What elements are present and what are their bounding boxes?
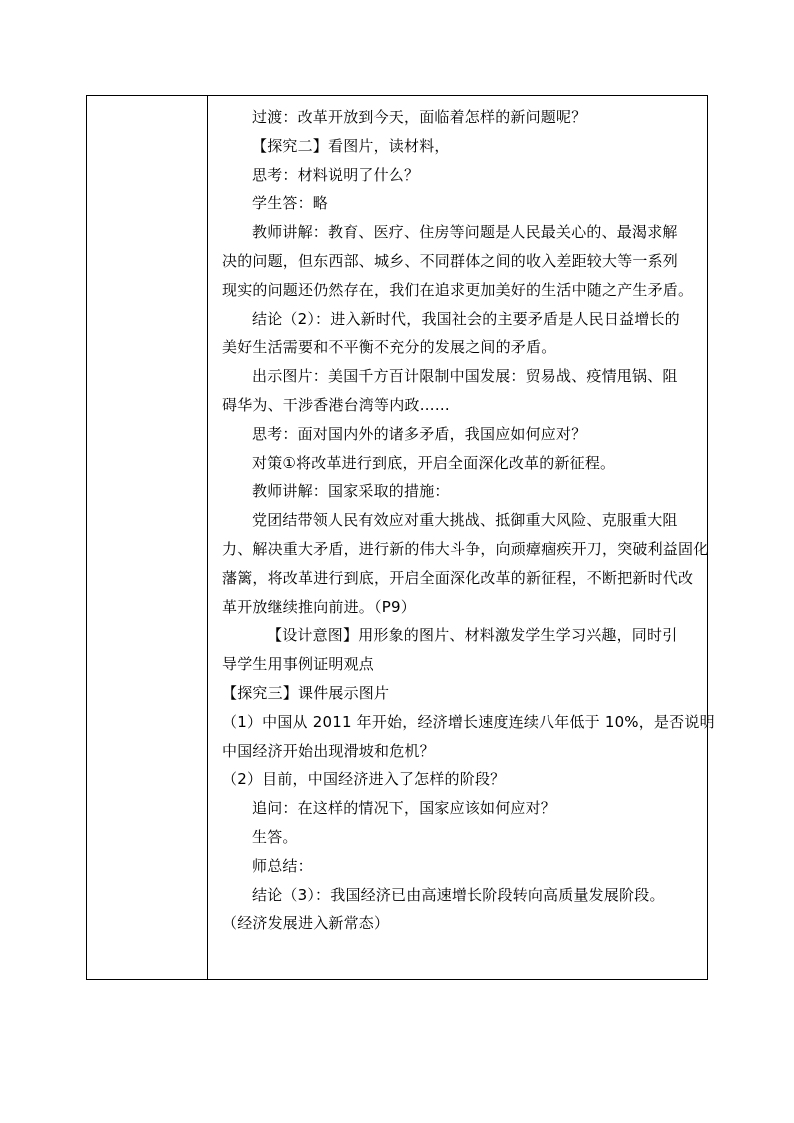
follow-up-question-line: 追问：在这样的情况下，国家应该如何应对？ xyxy=(252,799,557,818)
party-measures-line-4: 革开放继续推向前进。（P9） xyxy=(222,597,416,616)
column-divider xyxy=(207,96,208,979)
think-response-line: 思考：面对国内外的诸多矛盾，我国应如何应对？ xyxy=(252,424,587,443)
inquiry-two-heading: 【探究二】看图片，读材料， xyxy=(252,136,450,155)
party-measures-line-3: 藩篱，将改革进行到底，开启全面深化改革的新征程，不断把新时代改 xyxy=(222,568,694,587)
conclusion-two-line-1: 结论（2）：进入新时代，我国社会的主要矛盾是人民日益增长的 xyxy=(252,309,680,328)
design-intent-line-1: 【设计意图】用形象的图片、材料激发学生学习兴趣，同时引 xyxy=(267,626,678,645)
conclusion-two-line-2: 美好生活需要和不平衡不充分的发展之间的矛盾。 xyxy=(222,338,557,357)
teacher-explain-line-3: 现实的问题还仍然存在，我们在追求更加美好的生活中随之产生矛盾。 xyxy=(222,280,694,299)
question-two-line: （2）目前，中国经济进入了怎样的阶段？ xyxy=(222,770,506,789)
lesson-table xyxy=(86,95,715,980)
teacher-explain-line-1: 教师讲解：教育、医疗、住房等问题是人民最关心的、最渴求解 xyxy=(252,223,678,242)
show-picture-line-2: 碍华为、干涉香港台湾等内政…… xyxy=(222,395,451,414)
student-answer-line: 学生答：略 xyxy=(252,194,329,213)
student-answers-line: 生答。 xyxy=(252,827,298,846)
teacher-measures-line: 教师讲解：国家采取的措施： xyxy=(252,482,450,501)
teacher-summary-line: 师总结： xyxy=(252,856,313,875)
think-question-line: 思考：材料说明了什么？ xyxy=(252,165,420,184)
party-measures-line-1: 党团结带领人民有效应对重大挑战、抵御重大风险、克服重大阻 xyxy=(252,511,678,530)
party-measures-line-2: 力、解决重大矛盾，进行新的伟大斗争，向顽瘴痼疾开刀，突破利益固化 xyxy=(222,539,709,558)
teacher-explain-line-2: 决的问题，但东西部、城乡、不同群体之间的收入差距较大等一系列 xyxy=(222,251,679,270)
conclusion-three-line-2: （经济发展进入新常态） xyxy=(222,914,390,933)
show-picture-line-1: 出示图片：美国千方百计限制中国发展：贸易战、疫情甩锅、阻 xyxy=(252,367,678,386)
transition-line: 过渡：改革开放到今天，面临着怎样的新问题呢？ xyxy=(252,108,587,126)
lesson-content xyxy=(222,103,715,938)
left-column-cell xyxy=(87,96,207,979)
question-one-line-2: 中国经济开始出现滑坡和危机？ xyxy=(222,741,435,760)
inquiry-three-heading: 【探究三】课件展示图片 xyxy=(222,683,390,702)
countermeasure-line: 对策①将改革进行到底，开启全面深化改革的新征程。 xyxy=(252,453,616,472)
design-intent-line-2: 导学生用事例证明观点 xyxy=(222,655,375,674)
conclusion-three-line-1: 结论（3）：我国经济已由高速增长阶段转向高质量发展阶段。 xyxy=(252,885,665,904)
question-one-line-1: （1）中国从 2011 年开始，经济增长速度连续八年低于 10%，是否说明 xyxy=(222,712,715,731)
